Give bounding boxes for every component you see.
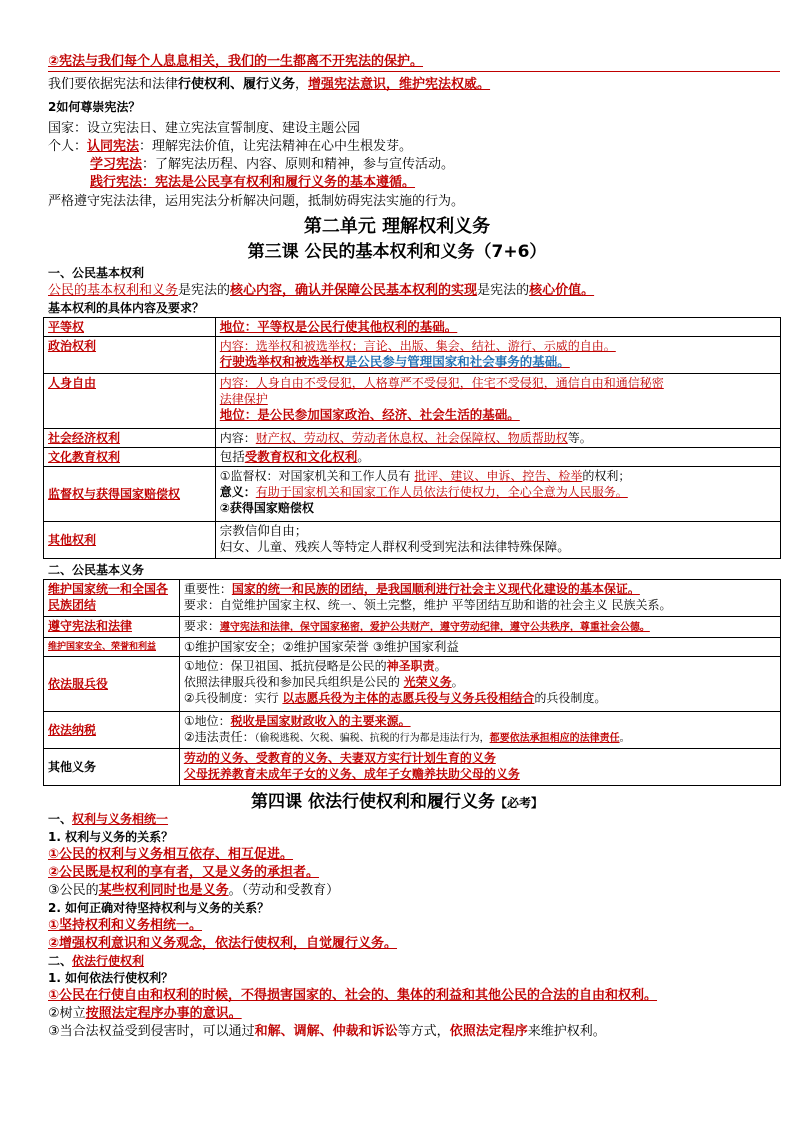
- unit-title: 第二单元 理解权利义务: [303, 216, 491, 237]
- table-row: [44, 522, 781, 559]
- table-row: [44, 448, 781, 467]
- row-content: 内容：财产权、劳动权、劳动者休息权、社会保障权、物质帮助权等。: [215, 429, 780, 448]
- section-exercise-heading: 二、依法行使权利: [48, 954, 145, 968]
- row-key: 依法服兵役: [44, 657, 180, 712]
- unity-question-2: 2. 如何正确对待坚持权利与义务的关系？: [48, 901, 270, 915]
- individual-learn: 学习宪法：了解宪法历程、内容、原则和精神，参与宣传活动。: [90, 157, 455, 172]
- row-content: 内容：选举权和被选举权；言论、出版、集会、结社、游行、示威的自由。 行驶选举权和被选举权是公民参与管理国家和社会事务的基础。: [215, 337, 780, 374]
- unity-answer-1: ①公民的权利与义务相互依存、相互促进。: [48, 847, 294, 862]
- divider: [48, 71, 780, 72]
- state-measures: 国家：设立宪法日、建立宪法宣誓制度、建设主题公园: [48, 121, 361, 136]
- row-content: 劳动的义务、受教育的义务、夫妻双方实行计划生育的义务 父母抚养教育未成年子女的义务、成年子女赡养扶助父母的义务: [179, 749, 780, 786]
- unity-answer-b2: ②增强权利意识和义务观念，依法行使权利，自觉履行义务。: [48, 936, 398, 951]
- unity-answer-2: ②公民既是权利的享有者，又是义务的承担者。: [48, 865, 320, 880]
- unity-answer-b1: ①坚持权利和义务相统一。: [48, 918, 203, 933]
- table-row: [44, 467, 781, 522]
- lesson3-title: 第三课 公民的基本权利和义务（7+6）: [247, 242, 547, 262]
- exercise-question-1: 1. 如何依法行使权利？: [48, 971, 174, 985]
- exercise-answer-1: ①公民在行使自由和权利的时候，不得损害国家的、社会的、集体的利益和其他公民的合法的自由和权利。: [48, 988, 658, 1003]
- row-key: 其他义务: [44, 749, 180, 786]
- question-2: 2如何尊崇宪法？: [48, 100, 141, 114]
- row-key: 依法纳税: [44, 712, 180, 749]
- section-duties-heading: 二、公民基本义务: [48, 563, 145, 577]
- table-row: [44, 617, 781, 638]
- table-row: [44, 712, 781, 749]
- row-key: 文化教育权利: [44, 448, 216, 467]
- row-key: 政治权利: [44, 337, 216, 374]
- exercise-answer-2: ②树立按照法定程序办事的意识。: [48, 1006, 242, 1021]
- row-key: 其他权利: [44, 522, 216, 559]
- strict-compliance: 严格遵守宪法法律，运用宪法分析解决问题，抵制妨碍宪法实施的行为。: [48, 194, 465, 209]
- constitution-line: 我们要依据宪法和法律行使权利、履行义务，增强宪法意识，维护宪法权威。: [48, 77, 491, 92]
- section-rights-heading: 一、公民基本权利: [48, 266, 145, 280]
- core-content-line: 公民的基本权利和义务是宪法的核心内容，确认并保障公民基本权利的实现是宪法的核心价值。: [48, 283, 595, 298]
- row-content: 宗教信仰自由； 妇女、儿童、残疾人等特定人群权利受到宪法和法律特殊保障。: [215, 522, 780, 559]
- table-row: [44, 749, 781, 786]
- table-row: [44, 580, 781, 617]
- row-content: ①地位：保卫祖国、抵抗侵略是公民的神圣职责。 依照法律服兵役和参加民兵组织是公民的 光荣义务。 ②兵役制度：实行 以志愿兵役为主体的志愿兵役与义务兵役相结合的兵役制度。: [179, 657, 780, 712]
- exercise-answer-3: ③当合法权益受到侵害时，可以通过和解、调解、仲裁和诉讼等方式，依照法定程序来维护权利。: [48, 1024, 606, 1039]
- section-unity-heading: 一、权利与义务相统一: [48, 812, 169, 826]
- row-key: 遵守宪法和法律: [44, 617, 180, 638]
- table-row: [44, 374, 781, 429]
- rights-sub-question: 基本权利的具体内容及要求？: [48, 301, 205, 315]
- row-content: 包括受教育权和文化权利。: [215, 448, 780, 467]
- table-row: [44, 638, 781, 657]
- row-content: ①监督权：对国家机关和工作人员有 批评、建议、申诉、控告、检举的权利； 意义：有助于国家机关和国家工作人员依法行使权力，全心全意为人民服务。 ②获得国家赔偿权: [215, 467, 780, 522]
- table-row: [44, 429, 781, 448]
- duties-table: [43, 579, 781, 786]
- row-key: 监督权与获得国家赔偿权: [44, 467, 216, 522]
- unity-answer-3: ③公民的某些权利同时也是义务。（劳动和受教育）: [48, 883, 340, 898]
- row-key: 平等权: [44, 318, 216, 337]
- row-content: ①地位：税收是国家财政收入的主要来源。 ②违法责任：（偷税逃税、欠税、骗税、抗税的行为都是违法行为，都要依法承担相应的法律责任。: [179, 712, 780, 749]
- table-row: [44, 318, 781, 337]
- row-content: 重要性：国家的统一和民族的团结，是我国顺利进行社会主义现代化建设的基本保证。 要求：自觉维护国家主权、统一、领土完整，维护 平等团结互助和谐的社会主义 民族关系。: [179, 580, 780, 617]
- row-key: 维护国家安全、荣誉和利益: [44, 638, 180, 657]
- row-content: ①维护国家安全；②维护国家荣誉 ③维护国家利益: [179, 638, 780, 657]
- rights-table: [43, 317, 781, 559]
- row-content: 要求：遵守宪法和法律，保守国家秘密，爱护公共财产，遵守劳动纪律，遵守公共秩序，尊重社会公德。: [179, 617, 780, 638]
- table-row: [44, 657, 781, 712]
- table-row: [44, 337, 781, 374]
- unity-question-1: 1. 权利与义务的关系？: [48, 830, 174, 844]
- row-key: 人身自由: [44, 374, 216, 429]
- row-key: 维护国家统一和全国各民族团结: [44, 580, 180, 617]
- row-key: 社会经济权利: [44, 429, 216, 448]
- constitution-point-2: ②宪法与我们每个人息息相关，我们的一生都离不开宪法的保护。: [48, 54, 424, 69]
- individual-recognize: 个人：认同宪法：理解宪法价值，让宪法精神在心中生根发芽。: [48, 139, 413, 154]
- row-content: 内容：人身自由不受侵犯，人格尊严不受侵犯，住宅不受侵犯，通信自由和通信秘密 法律保护 地位：是公民参加国家政治、经济、社会生活的基础。: [215, 374, 780, 429]
- lesson4-title: 第四课 依法行使权利和履行义务【必考】: [251, 792, 543, 812]
- row-content: 地位：平等权是公民行使其他权利的基础。: [215, 318, 780, 337]
- individual-practice: 践行宪法：宪法是公民享有权利和履行义务的基本遵循。: [90, 175, 416, 190]
